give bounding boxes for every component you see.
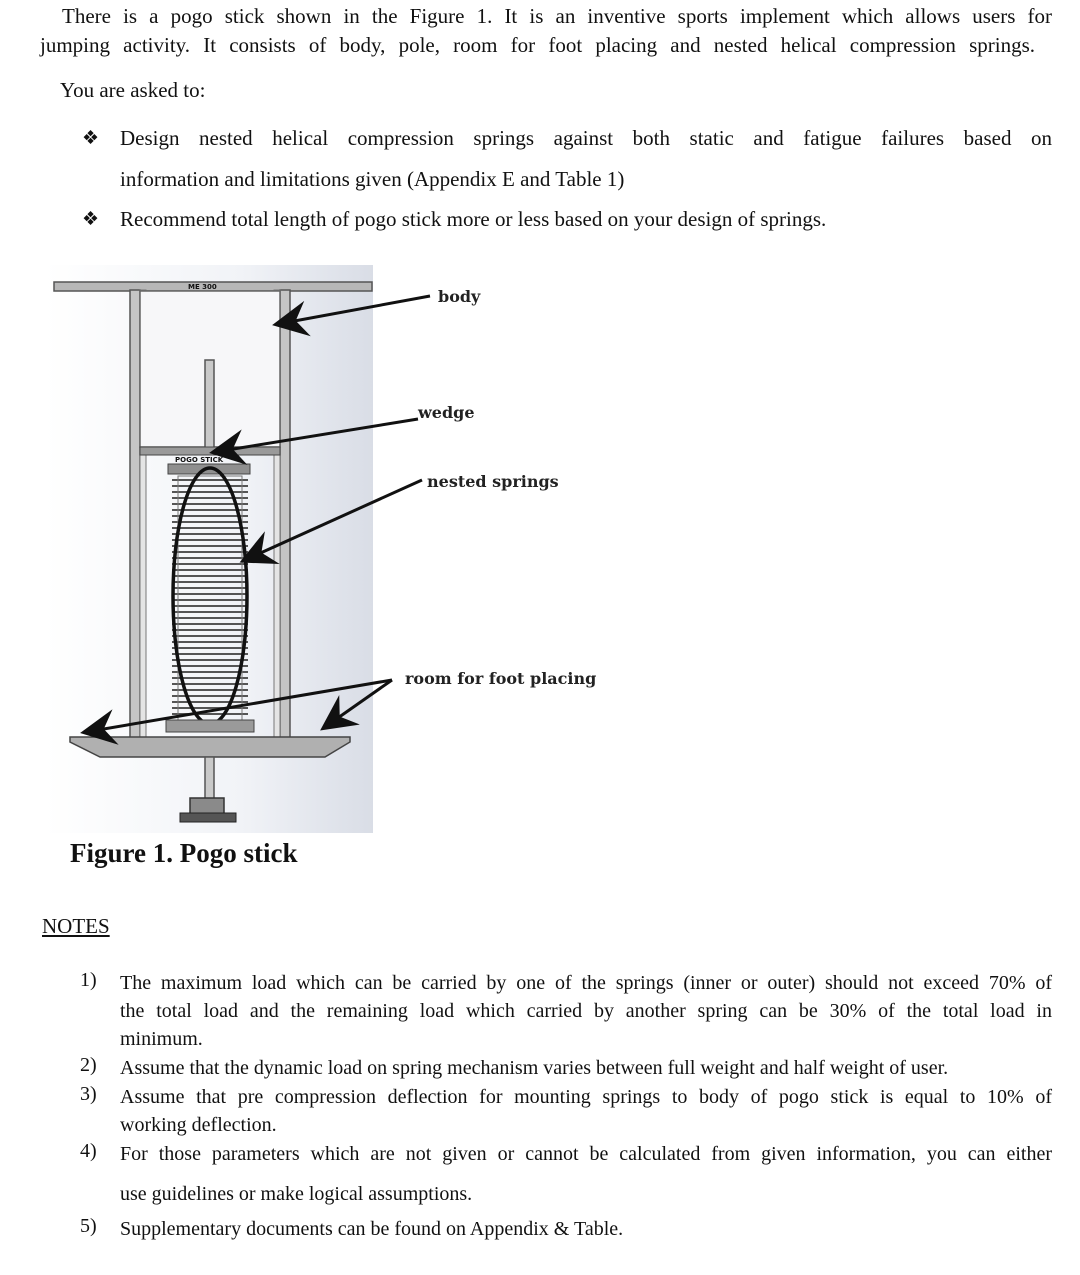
diamond-bullet-icon: ❖ bbox=[82, 209, 100, 230]
note-2-line-1: Assume that the dynamic load on spring mechanism varies between full weight and half weight of user. bbox=[120, 1057, 949, 1079]
label-room-for-foot-placing: room for foot placing bbox=[405, 669, 597, 688]
lower-pole bbox=[205, 757, 214, 802]
note-4-number: 4) bbox=[80, 1140, 97, 1162]
intro-line-2: jumping activity. It consists of body, pole, room for foot placing and nested helical compression springs. bbox=[40, 33, 1035, 57]
top-engraving: ME 300 bbox=[188, 283, 217, 291]
asked-heading: You are asked to: bbox=[60, 78, 206, 102]
note-1-line-2: the total load and the remaining load which carried by another spring can be 30% of the total load in bbox=[120, 1000, 1052, 1022]
pogo-stick-figure bbox=[40, 262, 700, 842]
task-1-line-1: Design nested helical compression springs against both static and fatigue failures based on bbox=[120, 126, 1052, 150]
intro-line-1: There is a pogo stick shown in the Figure 1. It is an inventive sports implement which allows users for bbox=[62, 4, 1052, 28]
task-1-line-2: information and limitations given (Appendix E and Table 1) bbox=[120, 167, 625, 191]
foot-tip bbox=[190, 798, 224, 814]
note-3-line-1: Assume that pre compression deflection for mounting springs to body of pogo stick is equal to 10% of bbox=[120, 1086, 1052, 1108]
pogo-stick-diagram bbox=[40, 262, 700, 842]
note-5-number: 5) bbox=[80, 1215, 97, 1237]
note-1-number: 1) bbox=[80, 969, 97, 991]
note-2-number: 2) bbox=[80, 1054, 97, 1076]
note-4-line-1: For those parameters which are not given or cannot be calculated from given information, you can either bbox=[120, 1143, 1052, 1165]
note-3-number: 3) bbox=[80, 1083, 97, 1105]
label-wedge: wedge bbox=[418, 403, 475, 422]
right-rail bbox=[280, 290, 290, 742]
label-body: body bbox=[438, 287, 481, 306]
middle-engraving: POGO STICK bbox=[175, 456, 224, 464]
note-5-line-1: Supplementary documents can be found on Appendix & Table. bbox=[120, 1218, 624, 1240]
wedge-plate bbox=[140, 447, 280, 455]
note-4-line-2: use guidelines or make logical assumptions. bbox=[120, 1183, 473, 1205]
task-2-line-1: Recommend total length of pogo stick more or less based on your design of springs. bbox=[120, 207, 827, 231]
notes-heading: NOTES bbox=[42, 914, 110, 938]
figure-caption: Figure 1. Pogo stick bbox=[70, 838, 298, 868]
left-rail bbox=[130, 290, 140, 742]
note-1-line-3: minimum. bbox=[120, 1028, 203, 1050]
note-3-line-2: working deflection. bbox=[120, 1114, 277, 1136]
note-1-line-1: The maximum load which can be carried by one of the springs (inner or outer) should not exceed 70% of bbox=[120, 972, 1052, 994]
diamond-bullet-icon: ❖ bbox=[82, 128, 100, 149]
foot-platform bbox=[70, 737, 350, 757]
pole bbox=[205, 360, 214, 450]
label-nested-springs: nested springs bbox=[427, 472, 559, 491]
